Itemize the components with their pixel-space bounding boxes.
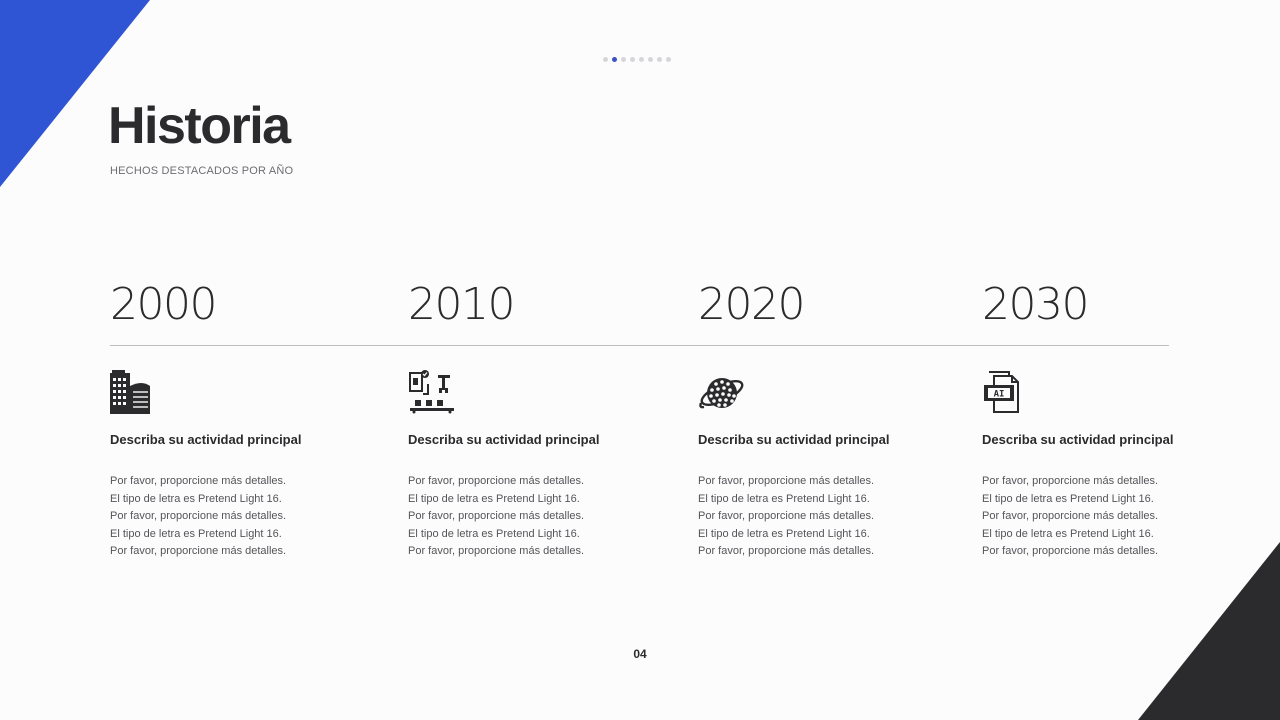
timeline-description: [982, 473, 1158, 561]
description-line: El tipo de letra es Pretend Light 16.: [698, 527, 870, 540]
pagination-dot[interactable]: [621, 57, 626, 62]
description-line: Por favor, proporcione más detalles.: [982, 475, 1159, 487]
timeline-year: 2000: [110, 279, 216, 330]
description-line: El tipo de letra es Pretend Light 16.: [110, 527, 282, 540]
pagination-dot[interactable]: [603, 57, 608, 62]
timeline-item-2020: [698, 279, 928, 558]
description-line: Por favor, proporcione más detalles.: [698, 545, 875, 558]
description-line: El tipo de letra es Pretend Light 16.: [982, 492, 1154, 505]
timeline-year: 2030: [982, 279, 1088, 330]
pagination-dot-active[interactable]: [612, 57, 617, 62]
description-line: Por favor, proporcione más detalles.: [110, 545, 287, 558]
timeline-heading: Describa su actividad principal: [110, 432, 302, 447]
description-line: Por favor, proporcione más detalles.: [982, 510, 1159, 523]
timeline-item-2000: [110, 279, 340, 558]
timeline-heading: Describa su actividad principal: [408, 432, 600, 447]
ai-file-label: AI: [993, 389, 1005, 400]
description-line: Por favor, proporcione más detalles.: [698, 475, 875, 487]
pagination-dot[interactable]: [657, 57, 662, 62]
description-line: Por favor, proporcione más detalles.: [110, 510, 287, 523]
slide-pagination: [603, 57, 671, 62]
description-line: El tipo de letra es Pretend Light 16.: [982, 527, 1154, 540]
page-subtitle: HECHOS DESTACADOS POR AÑO: [110, 165, 294, 177]
description-line: Por favor, proporcione más detalles.: [110, 475, 287, 487]
timeline-item-2030: [982, 279, 1212, 558]
description-line: El tipo de letra es Pretend Light 16.: [408, 527, 580, 540]
timeline-year: 2010: [408, 279, 514, 330]
timeline-description: [408, 473, 584, 561]
timeline-heading: Describa su actividad principal: [698, 432, 890, 447]
description-line: Por favor, proporcione más detalles.: [982, 545, 1159, 558]
timeline-heading: Describa su actividad principal: [982, 432, 1174, 447]
description-line: Por favor, proporcione más detalles.: [408, 510, 585, 523]
page-number: 04: [633, 647, 647, 661]
timeline-divider: [110, 345, 1169, 346]
ai-file-icon: [982, 370, 1030, 416]
accent-triangle-bottom-right: [1138, 542, 1280, 720]
description-line: Por favor, proporcione más detalles.: [408, 475, 585, 487]
planet-icon: [698, 370, 746, 416]
page-title: Historia: [108, 97, 290, 155]
description-line: El tipo de letra es Pretend Light 16.: [698, 492, 870, 505]
timeline-description: [110, 473, 286, 561]
robotic-assembly-icon: [408, 370, 456, 416]
description-line: Por favor, proporcione más detalles.: [698, 510, 875, 523]
pagination-dot[interactable]: [648, 57, 653, 62]
timeline-year: 2020: [698, 279, 804, 330]
description-line: Por favor, proporcione más detalles.: [408, 545, 585, 558]
accent-triangle-top-left: [0, 0, 150, 187]
pagination-dot[interactable]: [639, 57, 644, 62]
timeline-description: [698, 473, 874, 561]
description-line: El tipo de letra es Pretend Light 16.: [110, 492, 282, 505]
pagination-dot[interactable]: [630, 57, 635, 62]
timeline-item-2010: [408, 279, 638, 558]
pagination-dot[interactable]: [666, 57, 671, 62]
buildings-icon: [110, 370, 158, 416]
description-line: El tipo de letra es Pretend Light 16.: [408, 492, 580, 505]
